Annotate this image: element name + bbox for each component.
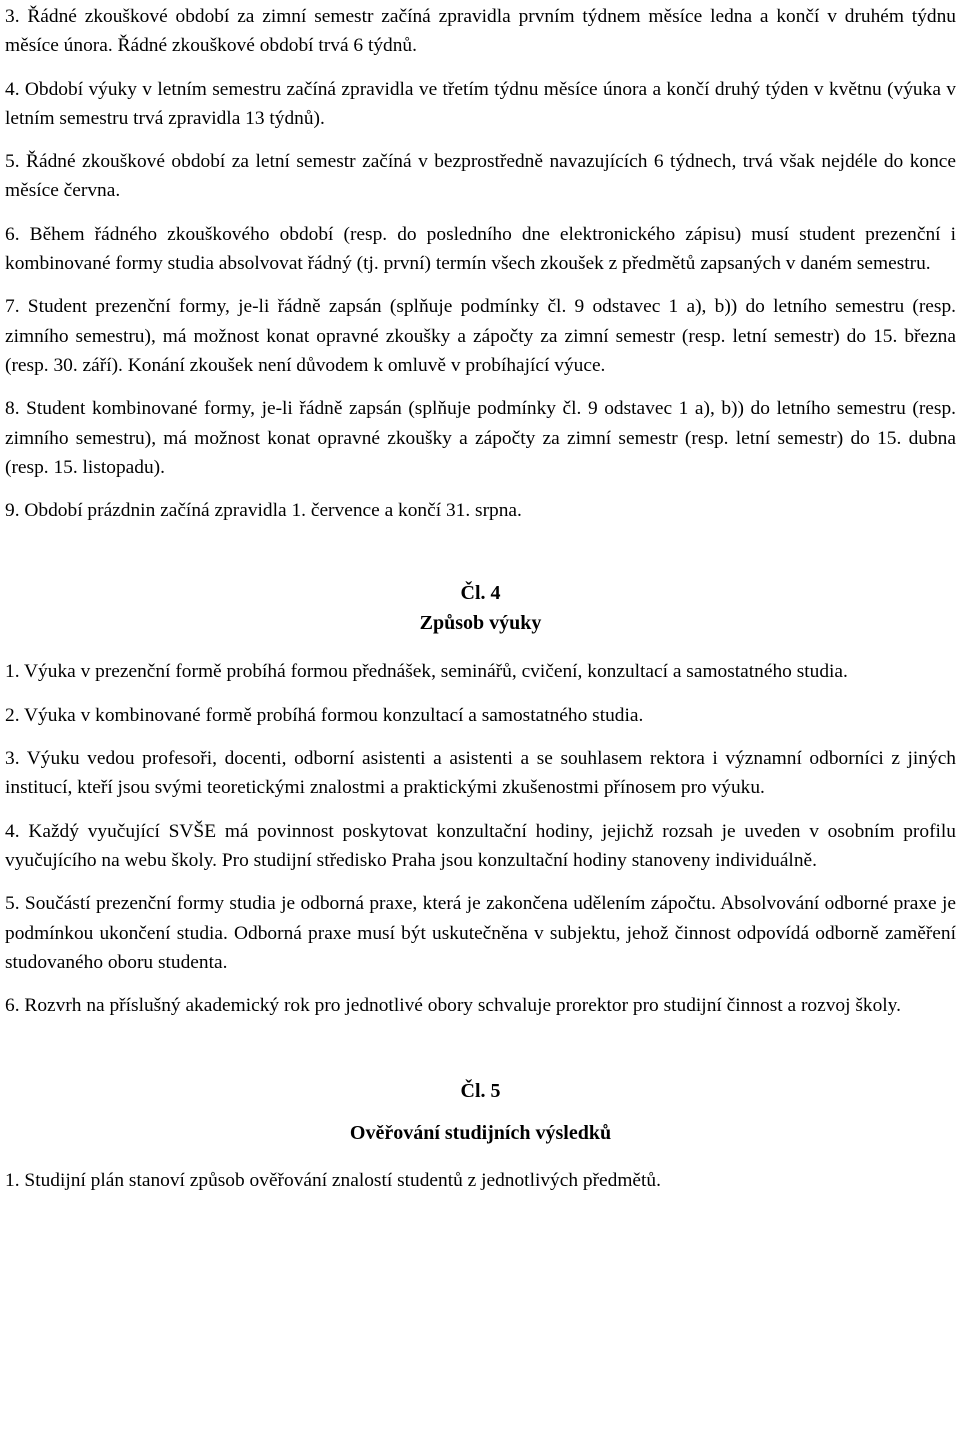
paragraph-number: 4. [5,78,20,100]
paragraph-5 [5,147,956,206]
article-4-number: Čl. 4 [460,582,501,605]
article-4-paragraph-3 [5,744,956,803]
paragraph-number: 5. [5,893,20,915]
paragraph-3 [5,2,956,61]
article-4-paragraph-6 [5,991,956,1020]
paragraph-4 [5,75,956,134]
paragraph-number: 3. [5,6,20,27]
paragraph-text: Období výuky v letním semestru začíná zpravidla ve třetím týdnu měsíce února a končí druhý týden v květnu (výuka v letním semestru trvá zpravidla 13 týdnů). [5,78,956,129]
article-4-paragraph-2 [5,701,956,730]
paragraph-number: 1. [5,661,20,683]
paragraph-text: Studijní plán stanoví způsob ověřování znalostí studentů z jednotlivých předmětů. [24,1170,661,1192]
article-5-title: Ověřování studijních výsledků [349,1122,612,1145]
paragraph-text: Každý vyučující SVŠE má povinnost poskytovat konzultační hodiny, jejichž rozsah je uveden v osobním profilu vyučujícího na webu školy. Pro studijní středisko Praha jsou konzultační hodiny stanoveny individuálně. [5,820,956,871]
paragraph-7 [5,292,956,380]
paragraph-text: Výuka v prezenční formě probíhá formou přednášek, seminářů, cvičení, konzultací a samostatného studia. [24,661,848,683]
paragraph-number: 6. [5,995,20,1017]
paragraph-8 [5,394,956,482]
paragraph-number: 6. [5,223,20,245]
paragraph-text: Součástí prezenční formy studia je odborná praxe, která je zakončena udělením zápočtu. Absolvování odborné praxe je podmínkou ukončení studia. Odborná praxe musí být uskutečněna v subjektu, jehož činnost odpovídá odborně zaměření studovaného oboru studenta. [5,893,956,973]
paragraph-9 [5,496,956,525]
paragraph-text: Řádné zkouškové období za zimní semestr začíná zpravidla prvním týdnem měsíce ledna a končí v druhém týdnu měsíce února. Řádné zkouškové období trvá 6 týdnů. [5,6,956,57]
paragraph-text: Řádné zkouškové období za letní semestr začíná v bezprostředně navazujících 6 týdnech, trvá však nejdéle do konce měsíce června. [5,151,956,202]
paragraph-text: Výuku vedou profesoři, docenti, odborní asistenti a asistenti a se souhlasem rektora i významní odborníci z jiných institucí, kteří jsou svými teoretickými znalostmi a praktickými zkušenostmi přínosem pro výuku. [5,748,957,799]
article-5-paragraph-1 [5,1166,956,1195]
article-4-paragraph-5 [5,889,956,977]
paragraph-number: 8. [5,398,20,420]
paragraph-number: 5. [5,151,20,173]
paragraph-number: 3. [5,748,20,770]
paragraph-number: 2. [5,704,20,726]
paragraph-text: Výuka v kombinované formě probíhá formou konzultací a samostatného studia. [24,704,644,726]
paragraph-text: Student prezenční formy, je-li řádně zapsán (splňuje podmínky čl. 9 odstavec 1 a), b)) do letního semestru (resp. zimního semestru), má možnost konat opravné zkoušky a zápočty za zimní semestr (resp. letní semestr) do 15. března (resp. 30. září). Konání zkoušek není důvodem k omluvě v probíhající výuce. [5,296,956,376]
article-4-paragraph-1 [5,657,956,686]
paragraph-number: 9. [5,500,20,522]
paragraph-text: Rozvrh na příslušný akademický rok pro jednotlivé obory schvaluje prorektor pro studijní činnost a rozvoj školy. [24,995,901,1017]
paragraph-text: Student kombinované formy, je-li řádně zapsán (splňuje podmínky čl. 9 odstavec 1 a), b)) do letního semestru (resp. zimního semestru), má možnost konat opravné zkoušky a zápočty za zimní semestr (resp. letní semestr) do 15. dubna (resp. 15. listopadu). [5,398,957,478]
paragraph-text: Období prázdnin začíná zpravidla 1. července a končí 31. srpna. [24,500,522,522]
paragraph-number: 4. [5,820,20,842]
article-4-title: Způsob výuky [419,612,542,635]
paragraph-text: Během řádného zkouškového období (resp. do posledního dne elektronického zápisu) musí student prezenční i kombinované formy studia absolvovat řádný (tj. první) termín všech zkoušek z předmětů zapsaných v daném semestru. [5,223,957,275]
article-4-paragraph-4 [5,817,956,876]
paragraph-number: 1. [5,1170,20,1192]
paragraph-number: 7. [5,296,20,318]
paragraph-6 [5,220,956,279]
article-5-number: Čl. 5 [460,1080,501,1103]
